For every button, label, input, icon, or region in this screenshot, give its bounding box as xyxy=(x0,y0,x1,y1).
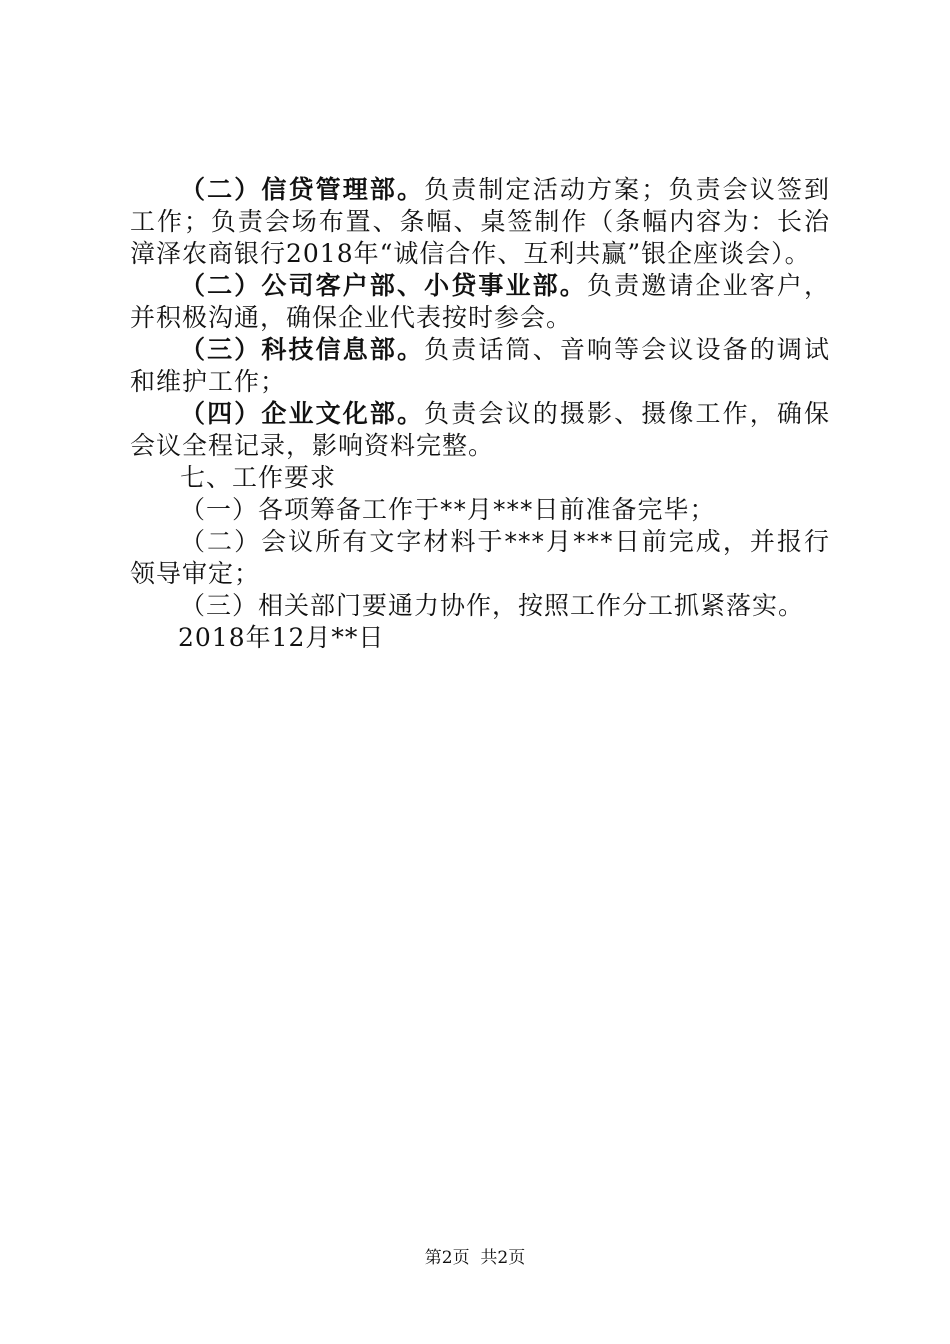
paragraph-text: 负责制定活动方案；负责会议签到工作；负责会场布置、条幅、桌签制作（条幅内容为：长治漳泽农商银行2018年“诚信合作、互利共赢”银企座谈会）。 xyxy=(130,175,830,268)
requirement-item: （一）各项筹备工作于**月***日前准备完毕； xyxy=(180,495,716,524)
paragraph-lead: （三）科技信息部。 xyxy=(180,335,425,364)
document-body xyxy=(130,174,830,654)
document-date: 2018年12月**日 xyxy=(178,623,385,652)
paragraph-text: 负责会议的摄影、摄像工作，确保会议全程记录，影响资料完整。 xyxy=(130,399,830,460)
paragraph-credit-dept xyxy=(130,174,830,270)
page-footer: 第2页 共2页 xyxy=(424,1248,526,1268)
requirement-item: （三）相关部门要通力协作，按照工作分工抓紧落实。 xyxy=(180,591,805,620)
paragraph-lead: （四）企业文化部。 xyxy=(180,399,425,428)
paragraph-text: 负责邀请企业客户，并积极沟通，确保企业代表按时参会。 xyxy=(130,271,830,332)
paragraph-lead: （二）公司客户部、小贷事业部。 xyxy=(180,271,587,300)
section-heading: 七、工作要求 xyxy=(180,463,337,492)
paragraph-lead: （二）信贷管理部。 xyxy=(180,175,425,204)
paragraph-culture-dept xyxy=(130,398,830,462)
paragraph-text: 负责话筒、音响等会议设备的调试和维护工作； xyxy=(130,335,830,396)
requirement-item: （二）会议所有文字材料于***月***日前完成，并报行领导审定； xyxy=(130,527,830,588)
paragraph-corporate-dept xyxy=(130,270,830,334)
paragraph-tech-dept xyxy=(130,334,830,398)
